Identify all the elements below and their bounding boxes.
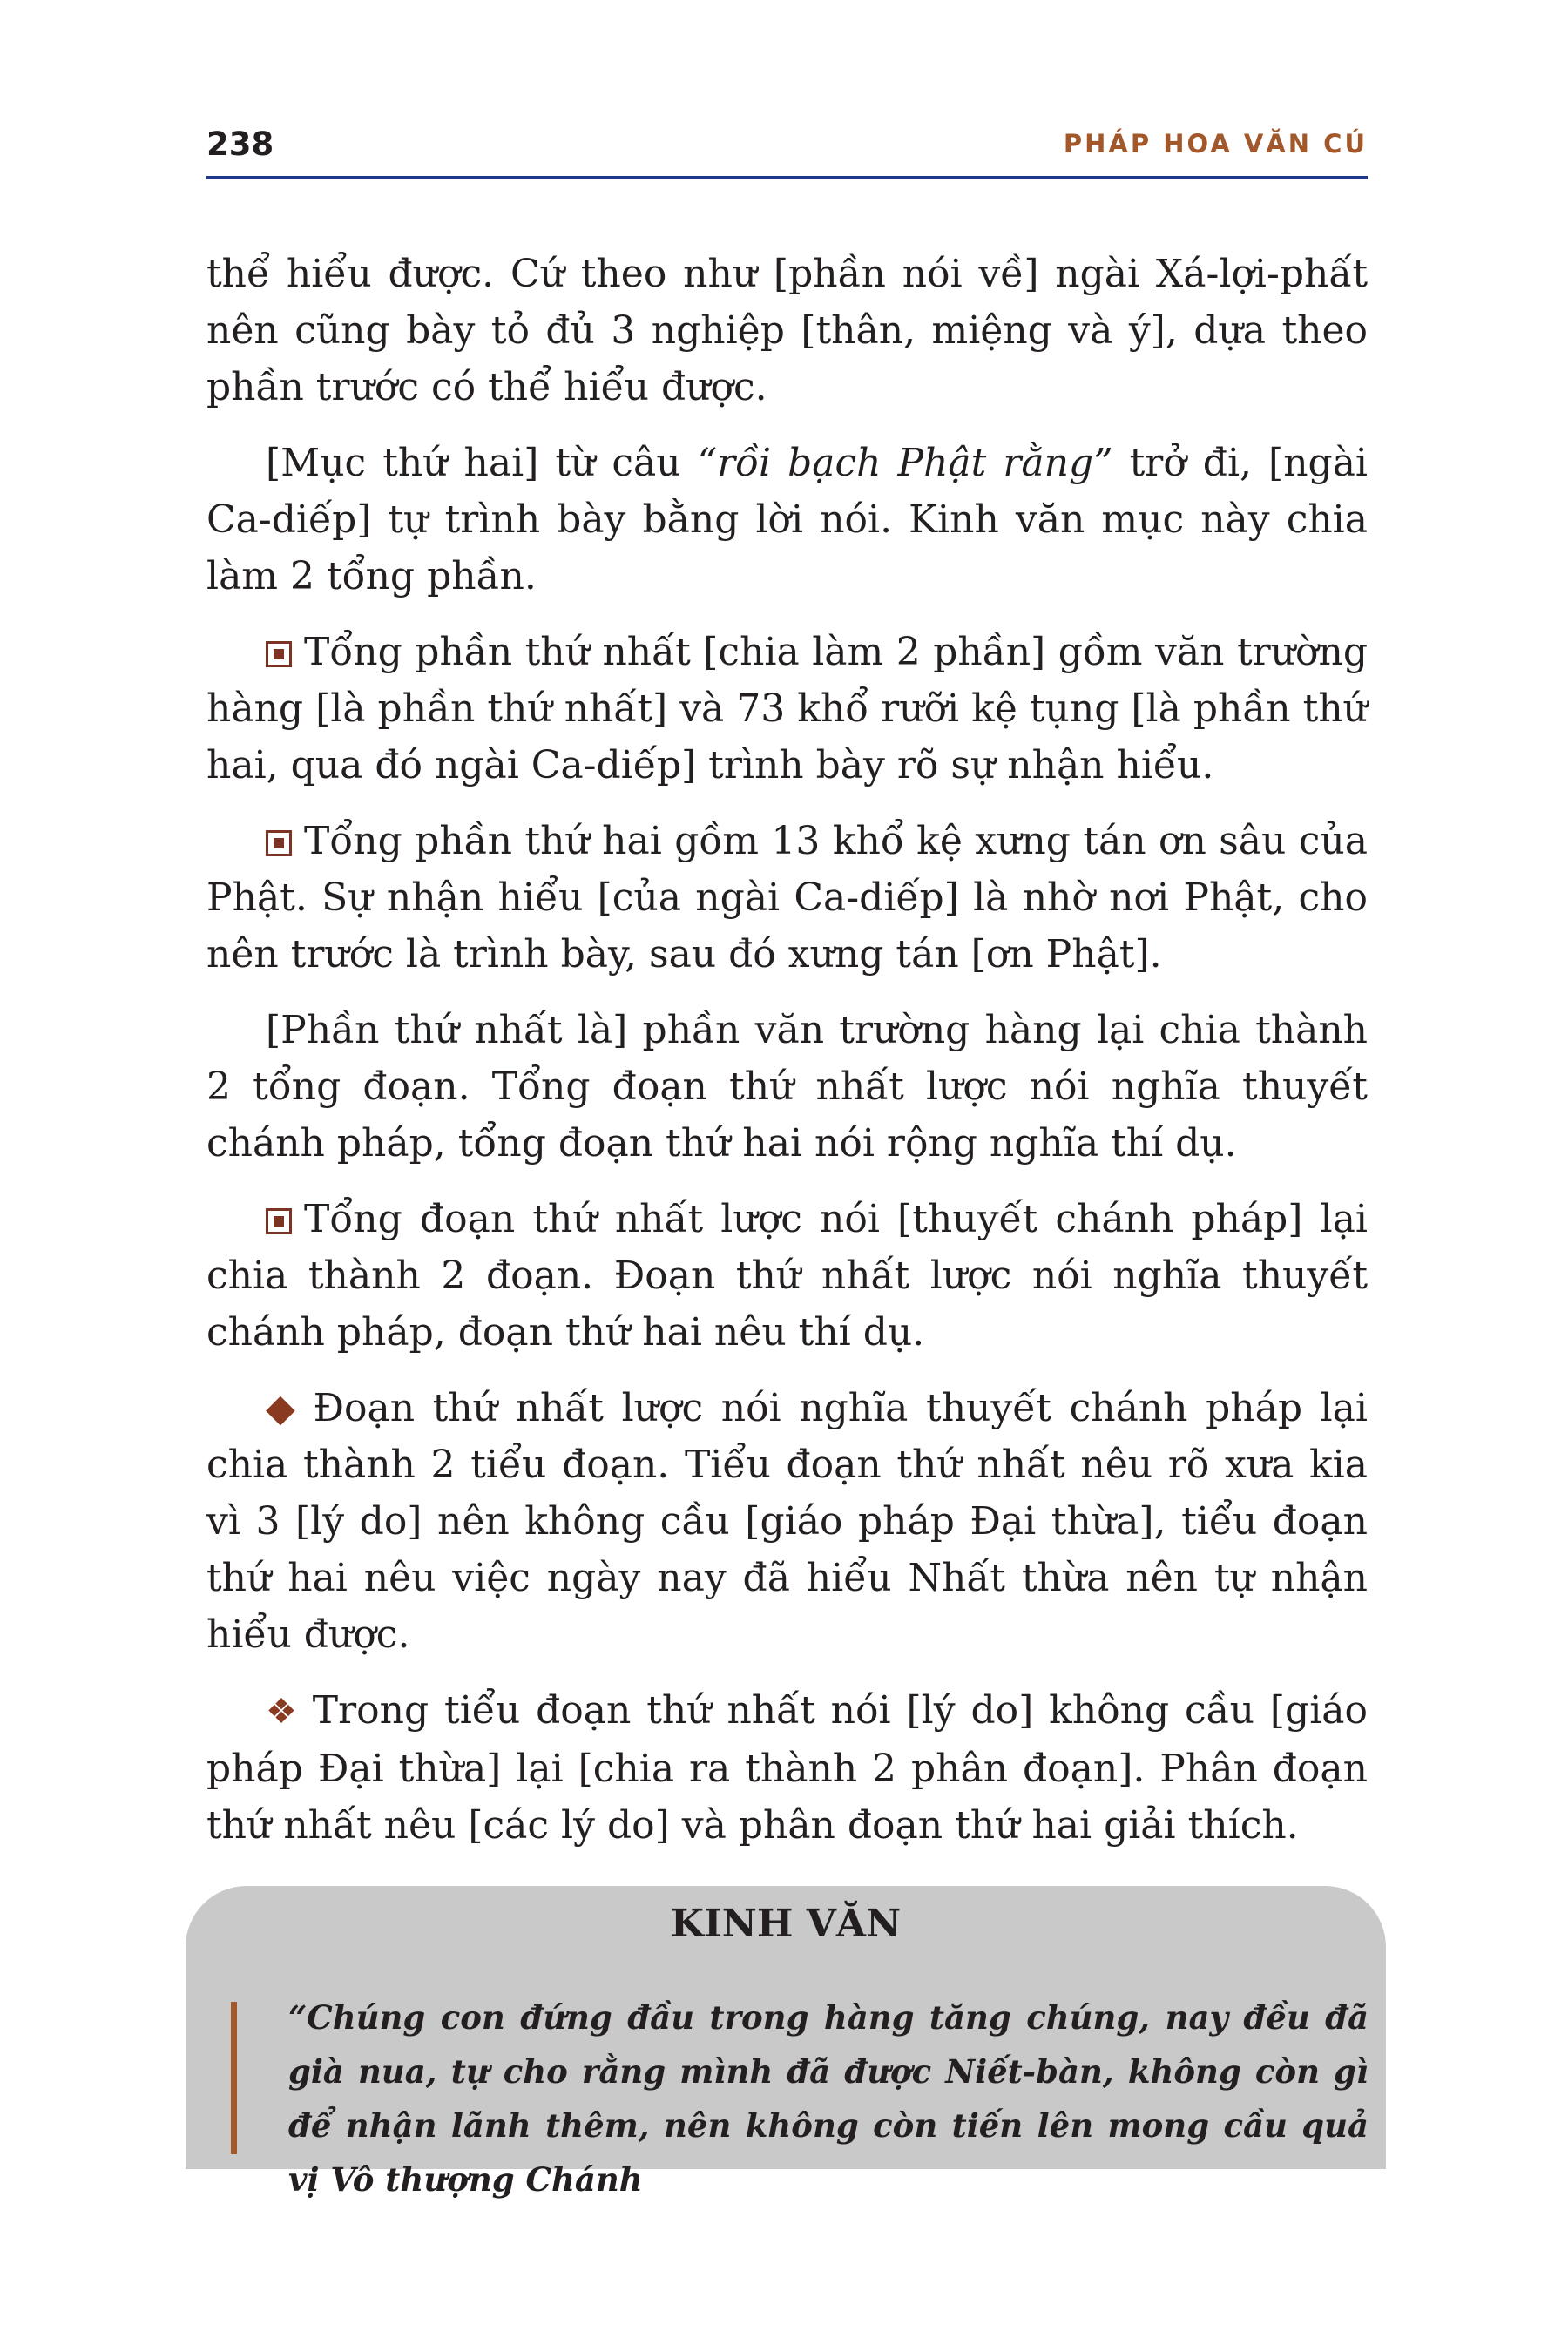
diamond-bullet-icon: ◆ [266,1386,301,1430]
paragraph [206,1002,1368,1172]
paragraph-text: Đoạn thứ nhất lược nói nghĩa thuyết chánh pháp lại chia thành 2 tiểu đoạn. Tiểu đoạn thứ nhất nêu rõ xưa kia vì 3 [lý do] nên không cầu [giáo pháp Đại thừa], tiểu đoạn thứ hai nêu việc ngày nay đã hiểu Nhất thừa nên tự nhận hiểu được. [206,1386,1368,1657]
header-rule [206,176,1368,179]
paragraph [206,624,1368,794]
square-bullet-icon [266,1208,292,1234]
paragraph-text: [Mục thứ hai] từ câu [266,441,698,485]
paragraph-text: [Phần thứ nhất là] phần văn trường hàng lại chia thành 2 tổng đoạn. Tổng đoạn thứ nhất lược nói nghĩa thuyết chánh pháp, tổng đoạn thứ hai nói rộng nghĩa thí dụ. [206,1008,1368,1166]
paragraph [206,1682,1368,1854]
paragraph-text: Tổng phần thứ hai gồm 13 khổ kệ xưng tán ơn sâu của Phật. Sự nhận hiểu [của ngài Ca-diếp] là nhờ nơi Phật, cho nên trước là trình bày, sau đó xưng tán [ơn Phật]. [206,819,1368,977]
square-bullet-icon [266,830,292,856]
paragraph-text: Trong tiểu đoạn thứ nhất nói [lý do] không cầu [giáo pháp Đại thừa] lại [chia ra thành 2 phân đoạn]. Phân đoạn thứ nhất nêu [các lý do] và phân đoạn thứ hai giải thích. [206,1688,1369,1848]
paragraph-text: trở đi, [ngài Ca-diếp] tự trình bày bằng lời nói. Kinh văn mục này chia làm 2 tổng phần. [206,441,1369,598]
scripture-accent-bar [231,2002,237,2154]
paragraph [206,435,1368,605]
quoted-phrase: “rồi bạch Phật rằng” [697,441,1113,485]
scripture-text: “Chúng con đứng đầu trong hàng tăng chúng, nay đều đã già nua, tự cho rằng mình đã được Niết-bàn, không còn gì để nhận lãnh thêm, nên không còn tiến lên mong cầu quả vị Vô thượng Chánh [288,1998,1369,2199]
paragraph [206,813,1368,983]
body-text [206,246,1368,1873]
page-header [206,122,1368,181]
page-number: 238 [206,125,274,163]
paragraph [206,1380,1368,1663]
paragraph [206,246,1368,416]
paragraph [206,1191,1368,1361]
scripture-heading: KINH VĂN [670,1902,902,1946]
paragraph-text: Tổng phần thứ nhất [chia làm 2 phần] gồm văn trường hàng [là phần thứ nhất] và 73 khổ rưỡi kệ tụng [là phần thứ hai, qua đó ngài Ca-diếp] trình bày rõ sự nhận hiểu. [206,630,1368,787]
square-bullet-icon [266,641,292,667]
four-diamond-bullet-icon: ❖ [266,1692,301,1732]
paragraph-text: thể hiểu được. Cứ theo như [phần nói về] ngài Xá-lợi-phất nên cũng bày tỏ đủ 3 nghiệp [thân, miệng và ý], dựa theo phần trước có thể hiểu được. [206,252,1368,409]
scripture-box [186,1886,1386,2199]
running-title: PHÁP HOA VĂN CÚ [1063,129,1368,159]
paragraph-text: Tổng đoạn thứ nhất lược nói [thuyết chánh pháp] lại chia thành 2 đoạn. Đoạn thứ nhất lược nói nghĩa thuyết chánh pháp, đoạn thứ hai nêu thí dụ. [206,1197,1368,1355]
